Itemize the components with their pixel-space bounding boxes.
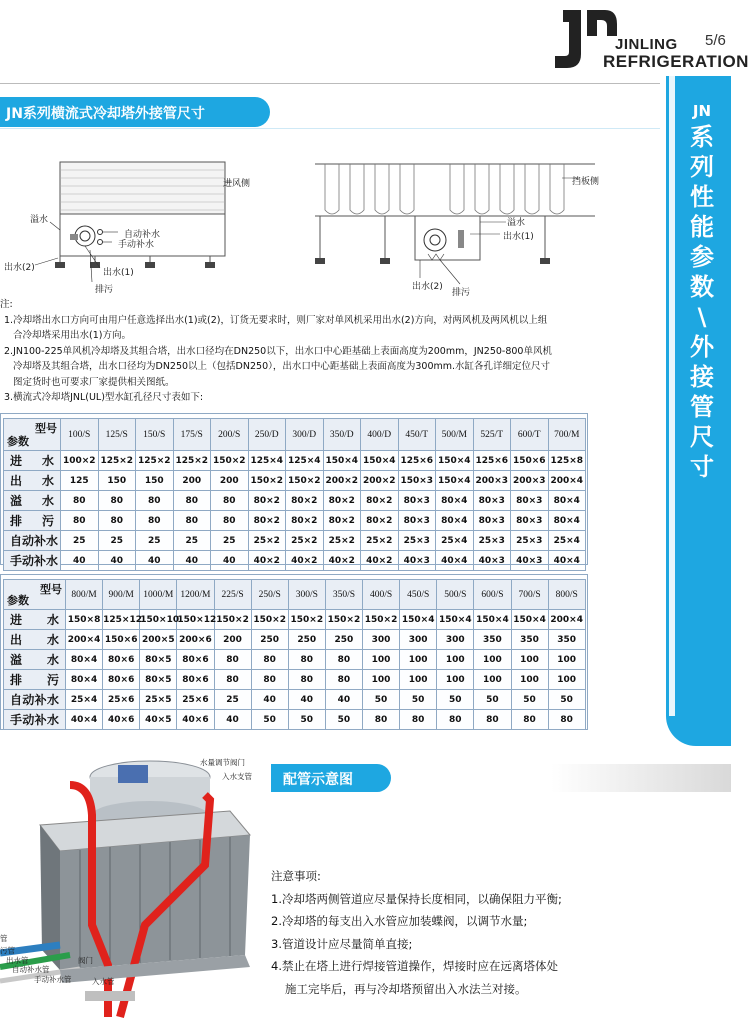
table-cell: 50 <box>288 710 325 730</box>
table-cell: 350 <box>548 630 585 650</box>
table-cell: 40 <box>288 690 325 710</box>
table-cell: 80×4 <box>66 650 103 670</box>
header-divider <box>0 83 660 84</box>
table-cell: 150×4 <box>400 610 437 630</box>
precaution-line: 3.管道设计应尽量简单直接; <box>271 936 413 951</box>
model-header: 100/S <box>61 419 99 451</box>
corner-param-label: 参数 <box>7 595 29 607</box>
notes-block <box>0 297 600 406</box>
table-cell: 50 <box>548 690 585 710</box>
label-auto-makeup: 自动补水 <box>124 230 161 240</box>
table-cell: 125×2 <box>98 451 136 471</box>
table-cell: 300 <box>400 630 437 650</box>
table-cell: 25×3 <box>473 531 511 551</box>
table-cell: 100 <box>511 650 548 670</box>
label-manual-makeup-pipe: 手动补水管 <box>34 975 72 984</box>
table-cell: 40×3 <box>473 551 511 571</box>
table-cell: 300 <box>363 630 400 650</box>
table-cell: 200×2 <box>361 471 399 491</box>
table-cell: 40×6 <box>103 710 140 730</box>
table-cell: 80 <box>511 710 548 730</box>
label-inlet-side: 进风侧 <box>223 179 251 189</box>
page-number: 5/6 <box>705 32 726 49</box>
corner-param-label: 参数 <box>7 436 29 448</box>
spec-table-1 <box>3 418 586 571</box>
table-cell: 40×2 <box>248 551 286 571</box>
table-cell: 125×2 <box>136 451 174 471</box>
table-cell: 80 <box>251 650 288 670</box>
precaution-line: 4.禁止在塔上进行焊接管道操作，焊接时应在远离塔体处 <box>271 959 558 973</box>
model-header: 400/S <box>363 580 400 610</box>
table-cell: 100 <box>363 650 400 670</box>
table-cell: 25 <box>98 531 136 551</box>
precaution-line: 施工完毕后，再与冷却塔预留出入水法兰对接。 <box>285 981 527 996</box>
section2-title-tab <box>271 764 391 792</box>
table-cell: 200×4 <box>66 630 103 650</box>
table-cell: 200×3 <box>473 471 511 491</box>
precaution-line: 2.冷却塔的每支出入水管应加装蝶阀，以调节水量; <box>271 914 528 928</box>
table-cell: 80×3 <box>473 491 511 511</box>
table-cell: 40 <box>325 690 362 710</box>
table-cell: 80×4 <box>436 511 474 531</box>
note-line: 1.冷却塔出水口方向可由用户任意选择出水(1)或(2)，订货无要求时，则厂家对单风机采用出水(2)方向，对两风机及两风机以上组 <box>4 314 548 326</box>
table-row <box>4 531 586 551</box>
table-cell: 200 <box>173 471 211 491</box>
table-cell: 40×2 <box>286 551 324 571</box>
table-cell: 80 <box>61 491 99 511</box>
table-cell: 25 <box>214 690 251 710</box>
table-cell: 100 <box>511 670 548 690</box>
table-cell: 40 <box>61 551 99 571</box>
table-cell: 80×2 <box>248 491 286 511</box>
table-cell: 80 <box>474 710 511 730</box>
label-drain-left: 排污 <box>95 285 114 295</box>
table-cell: 50 <box>251 710 288 730</box>
table1-body <box>4 451 586 571</box>
table-cell: 80 <box>251 670 288 690</box>
table-cell: 50 <box>437 690 474 710</box>
table-cell: 125×4 <box>248 451 286 471</box>
table-cell: 80×5 <box>140 650 177 670</box>
model-header: 150/S <box>136 419 174 451</box>
table-cell: 80×6 <box>103 670 140 690</box>
table-row <box>4 471 586 491</box>
label-overflow-right: 溢水 <box>507 218 526 228</box>
table-cell: 80×4 <box>66 670 103 690</box>
table-cell: 200×6 <box>177 630 214 650</box>
section2-accent-bar <box>551 764 731 792</box>
label-auto-makeup-pipe: 自动补水管 <box>12 965 50 974</box>
section-title-tab <box>0 97 270 127</box>
table-cell: 150×6 <box>511 451 549 471</box>
table-cell: 100 <box>437 650 474 670</box>
model-header: 900/M <box>103 580 140 610</box>
note-line: 合冷却塔采用出水(1)方向。 <box>13 330 131 341</box>
table-cell: 25 <box>173 531 211 551</box>
table-cell: 40×4 <box>66 710 103 730</box>
table-cell: 150×6 <box>103 630 140 650</box>
table-row <box>4 451 586 471</box>
table-cell: 150×2 <box>248 471 286 491</box>
model-header: 600/T <box>511 419 549 451</box>
table-cell: 200×2 <box>323 471 361 491</box>
table-cell: 150×2 <box>288 610 325 630</box>
table-cell: 40 <box>136 551 174 571</box>
label-outlet-pipe: 出水管 <box>6 956 29 965</box>
table-cell: 80×2 <box>286 511 324 531</box>
table-cell: 100×2 <box>61 451 99 471</box>
banner-char: 性 <box>690 183 714 211</box>
table-cell: 250 <box>251 630 288 650</box>
table-cell: 100 <box>400 650 437 670</box>
table-cell: 125×4 <box>286 451 324 471</box>
table-cell: 200×5 <box>140 630 177 650</box>
table-cell: 40×5 <box>140 710 177 730</box>
tower-elevation-right <box>310 150 610 290</box>
label-outlet2-right: 出水(2) <box>412 282 443 292</box>
section-divider <box>0 128 660 129</box>
table-cell: 125×6 <box>398 451 436 471</box>
table-cell: 150 <box>136 471 174 491</box>
table-cell: 25 <box>211 531 249 551</box>
precautions-heading: 注意事项: <box>271 869 321 883</box>
table-cell: 25×2 <box>248 531 286 551</box>
table-cell: 200×4 <box>548 471 586 491</box>
table-cell: 250 <box>288 630 325 650</box>
label-drain-right: 排污 <box>452 288 471 298</box>
table-corner <box>4 580 66 610</box>
table-cell: 80×6 <box>177 670 214 690</box>
table-cell: 40×4 <box>436 551 474 571</box>
table-cell: 80×6 <box>103 650 140 670</box>
section2-title: 配管示意图 <box>283 772 353 788</box>
banner-char: 接 <box>690 363 714 391</box>
row-label: 出水 <box>4 630 66 650</box>
banner-char: 参 <box>690 243 714 271</box>
row-label: 排污 <box>4 511 61 531</box>
table-cell: 40×4 <box>548 551 586 571</box>
table-cell: 25×6 <box>103 690 140 710</box>
table-cell: 150×2 <box>214 610 251 630</box>
row-label: 手动补水 <box>4 551 61 571</box>
table-cell: 80×2 <box>361 491 399 511</box>
table-cell: 40 <box>173 551 211 571</box>
table-cell: 80×4 <box>548 491 586 511</box>
table-cell: 40×2 <box>323 551 361 571</box>
table-cell: 40×2 <box>361 551 399 571</box>
table-cell: 80×3 <box>398 491 436 511</box>
spec-table-2 <box>3 579 586 730</box>
note-line: 冷却塔及其组合塔，出水口径均为DN250以上（包括DN250），出水口中心距基础上表面高度为300mm.水缸各孔详细定位尺寸 <box>13 361 551 372</box>
table-cell: 25×2 <box>286 531 324 551</box>
table-cell: 80 <box>437 710 474 730</box>
label-manual-makeup: 手动补水 <box>118 240 155 250</box>
table-header-row <box>4 580 586 610</box>
table-cell: 80×2 <box>323 491 361 511</box>
table-cell: 80 <box>98 511 136 531</box>
table-cell: 150×4 <box>474 610 511 630</box>
model-header: 800/M <box>66 580 103 610</box>
table-cell: 80×4 <box>548 511 586 531</box>
precaution-line: 1.冷却塔两侧管道应尽量保持长度相同，以确保阻力平衡; <box>271 891 562 906</box>
label-valve: 阀门 <box>78 956 93 965</box>
banner-char: \ <box>697 303 707 331</box>
model-header: 350/D <box>323 419 361 451</box>
table-cell: 80 <box>211 491 249 511</box>
row-label: 出水 <box>4 471 61 491</box>
table-row <box>4 630 586 650</box>
table-row <box>4 670 586 690</box>
table-cell: 80 <box>136 491 174 511</box>
table-cell: 25×3 <box>511 531 549 551</box>
table-cell: 50 <box>474 690 511 710</box>
table-cell: 50 <box>511 690 548 710</box>
table-cell: 125×8 <box>548 451 586 471</box>
table-cell: 25×5 <box>140 690 177 710</box>
table-cell: 80×3 <box>511 511 549 531</box>
note-line: 2.JN100-225单风机冷却塔及其组合塔，出水口径均在DN250以下，出水口中心距基础上表面高度为200mm，JN250-800单风机 <box>4 345 552 357</box>
model-header: 600/S <box>474 580 511 610</box>
table-cell: 25×4 <box>548 531 586 551</box>
banner-logo: JN <box>692 102 712 120</box>
model-header: 350/S <box>325 580 362 610</box>
table-cell: 100 <box>474 650 511 670</box>
model-header: 400/D <box>361 419 399 451</box>
precautions-block <box>271 865 562 1000</box>
model-header: 225/S <box>214 580 251 610</box>
side-banner-stripe <box>669 76 675 716</box>
table-row <box>4 491 586 511</box>
table-cell: 100 <box>474 670 511 690</box>
model-header: 500/M <box>436 419 474 451</box>
table-cell: 150×2 <box>211 451 249 471</box>
table-cell: 150×3 <box>398 471 436 491</box>
table-cell: 80 <box>288 670 325 690</box>
table-cell: 40×3 <box>398 551 436 571</box>
table-cell: 80×2 <box>361 511 399 531</box>
table-cell: 40 <box>98 551 136 571</box>
label-outlet2-left: 出水(2) <box>4 263 35 273</box>
banner-char: 数 <box>690 273 714 301</box>
corner-model-label: 型号 <box>35 423 57 435</box>
table-cell: 80 <box>548 710 585 730</box>
note-line: 3.横流式冷却塔JNL(UL)型水缸孔径尺寸表如下: <box>4 392 204 403</box>
model-header: 450/S <box>400 580 437 610</box>
table-cell: 80 <box>211 511 249 531</box>
table-cell: 350 <box>474 630 511 650</box>
banner-char: 尺 <box>690 423 714 451</box>
notes-heading: 注: <box>0 299 13 310</box>
table-cell: 150×10 <box>140 610 177 630</box>
table-cell: 100 <box>548 650 585 670</box>
model-header: 250/D <box>248 419 286 451</box>
table-cell: 100 <box>548 670 585 690</box>
table-cell: 150×4 <box>436 451 474 471</box>
table-cell: 40 <box>211 551 249 571</box>
label-outlet1-right: 出水(1) <box>503 232 534 242</box>
model-header: 1000/M <box>140 580 177 610</box>
table-cell: 150×4 <box>511 610 548 630</box>
table-cell: 300 <box>437 630 474 650</box>
side-banner-text <box>684 100 720 482</box>
table2-body <box>4 610 586 730</box>
row-label: 溢水 <box>4 491 61 511</box>
table-cell: 25×2 <box>361 531 399 551</box>
table-cell: 150×4 <box>323 451 361 471</box>
table-cell: 125×6 <box>473 451 511 471</box>
row-label: 溢水 <box>4 650 66 670</box>
table-cell: 150×2 <box>286 471 324 491</box>
table-cell: 80×6 <box>177 650 214 670</box>
table-cell: 80 <box>214 670 251 690</box>
label-baffle-side: 挡板侧 <box>572 177 600 187</box>
table-cell: 125×12 <box>103 610 140 630</box>
table-cell: 25×4 <box>66 690 103 710</box>
table-cell: 80 <box>173 511 211 531</box>
banner-char: 系 <box>690 123 714 151</box>
table-cell: 80 <box>214 650 251 670</box>
model-header: 525/T <box>473 419 511 451</box>
table-cell: 80×4 <box>436 491 474 511</box>
model-header: 175/S <box>173 419 211 451</box>
table-row <box>4 710 586 730</box>
table-cell: 50 <box>363 690 400 710</box>
corner-model-label: 型号 <box>40 584 62 596</box>
label-overflow-left: 溢水 <box>30 215 49 225</box>
label-pipe: 管 <box>0 934 8 943</box>
table-cell: 80 <box>61 511 99 531</box>
table-cell: 250 <box>325 630 362 650</box>
table-cell: 80 <box>288 650 325 670</box>
label-inlet-pipe: 入水管 <box>92 977 115 986</box>
table-cell: 150×2 <box>251 610 288 630</box>
banner-char: 寸 <box>690 453 714 481</box>
table-cell: 150×2 <box>363 610 400 630</box>
table-cell: 150×4 <box>437 610 474 630</box>
row-label: 自动补水 <box>4 690 66 710</box>
label-outlet1-left: 出水(1) <box>103 268 134 278</box>
table-cell: 80×3 <box>398 511 436 531</box>
table-cell: 150×4 <box>361 451 399 471</box>
table-cell: 80×2 <box>286 491 324 511</box>
table-cell: 350 <box>511 630 548 650</box>
table-cell: 200 <box>211 471 249 491</box>
table-cell: 25×2 <box>323 531 361 551</box>
table-corner <box>4 419 61 451</box>
table-cell: 25 <box>61 531 99 551</box>
table-cell: 100 <box>400 670 437 690</box>
label-inlet-main: 入水支管 <box>222 772 252 781</box>
table-row <box>4 551 586 571</box>
table-cell: 200 <box>214 630 251 650</box>
table-cell: 150 <box>98 471 136 491</box>
table-cell: 40×3 <box>511 551 549 571</box>
table-cell: 80×3 <box>511 491 549 511</box>
model-header: 500/S <box>437 580 474 610</box>
table-cell: 80 <box>173 491 211 511</box>
model-header: 125/S <box>98 419 136 451</box>
table-cell: 80 <box>325 670 362 690</box>
table-row <box>4 610 586 630</box>
model-header: 800/S <box>548 580 585 610</box>
table-header-row <box>4 419 586 451</box>
table-cell: 80 <box>400 710 437 730</box>
table-cell: 80 <box>136 511 174 531</box>
row-label: 自动补水 <box>4 531 61 551</box>
table-cell: 80×3 <box>473 511 511 531</box>
model-header: 700/M <box>548 419 586 451</box>
row-label: 进水 <box>4 610 66 630</box>
table-cell: 40×6 <box>177 710 214 730</box>
table-row <box>4 650 586 670</box>
table-cell: 150×2 <box>325 610 362 630</box>
table-cell: 50 <box>325 710 362 730</box>
banner-char: 管 <box>690 393 714 421</box>
table-cell: 100 <box>363 670 400 690</box>
model-header: 700/S <box>511 580 548 610</box>
row-label: 手动补水 <box>4 710 66 730</box>
brand-logo <box>545 8 749 71</box>
table-cell: 200×3 <box>511 471 549 491</box>
table-cell: 80 <box>363 710 400 730</box>
label-valve-top: 水量调节阀门 <box>200 758 245 767</box>
table-cell: 25×6 <box>177 690 214 710</box>
model-header: 200/S <box>211 419 249 451</box>
table-cell: 125×2 <box>173 451 211 471</box>
model-header: 1200/M <box>177 580 214 610</box>
brand-name-line1: JINLING <box>615 36 678 53</box>
banner-char: 能 <box>690 213 714 241</box>
table-cell: 50 <box>400 690 437 710</box>
table-cell: 25×3 <box>398 531 436 551</box>
note-line: 图定货时也可要求厂家提供相关图纸。 <box>13 376 175 388</box>
table-cell: 80×2 <box>248 511 286 531</box>
table-cell: 40 <box>251 690 288 710</box>
banner-char: 外 <box>690 333 714 361</box>
model-header: 250/S <box>251 580 288 610</box>
table-cell: 150×12 <box>177 610 214 630</box>
table-row <box>4 511 586 531</box>
label-drain-pipe: 污管 <box>0 946 15 955</box>
table-cell: 200×4 <box>548 610 585 630</box>
table-cell: 40 <box>214 710 251 730</box>
banner-char: 列 <box>690 153 714 181</box>
table-cell: 80 <box>98 491 136 511</box>
table-cell: 25×4 <box>436 531 474 551</box>
table-row <box>4 690 586 710</box>
table-cell: 25 <box>136 531 174 551</box>
brand-name-line2: REFRIGERATION <box>603 52 749 71</box>
table-cell: 80 <box>325 650 362 670</box>
table-cell: 80×5 <box>140 670 177 690</box>
table-cell: 150×8 <box>66 610 103 630</box>
model-header: 300/D <box>286 419 324 451</box>
model-header: 300/S <box>288 580 325 610</box>
row-label: 排污 <box>4 670 66 690</box>
table-cell: 150×4 <box>436 471 474 491</box>
table-cell: 100 <box>437 670 474 690</box>
row-label: 进水 <box>4 451 61 471</box>
section-title: JN系列横流式冷却塔外接管尺寸 <box>6 106 205 122</box>
table-cell: 80×2 <box>323 511 361 531</box>
model-header: 450/T <box>398 419 436 451</box>
table-cell: 125 <box>61 471 99 491</box>
